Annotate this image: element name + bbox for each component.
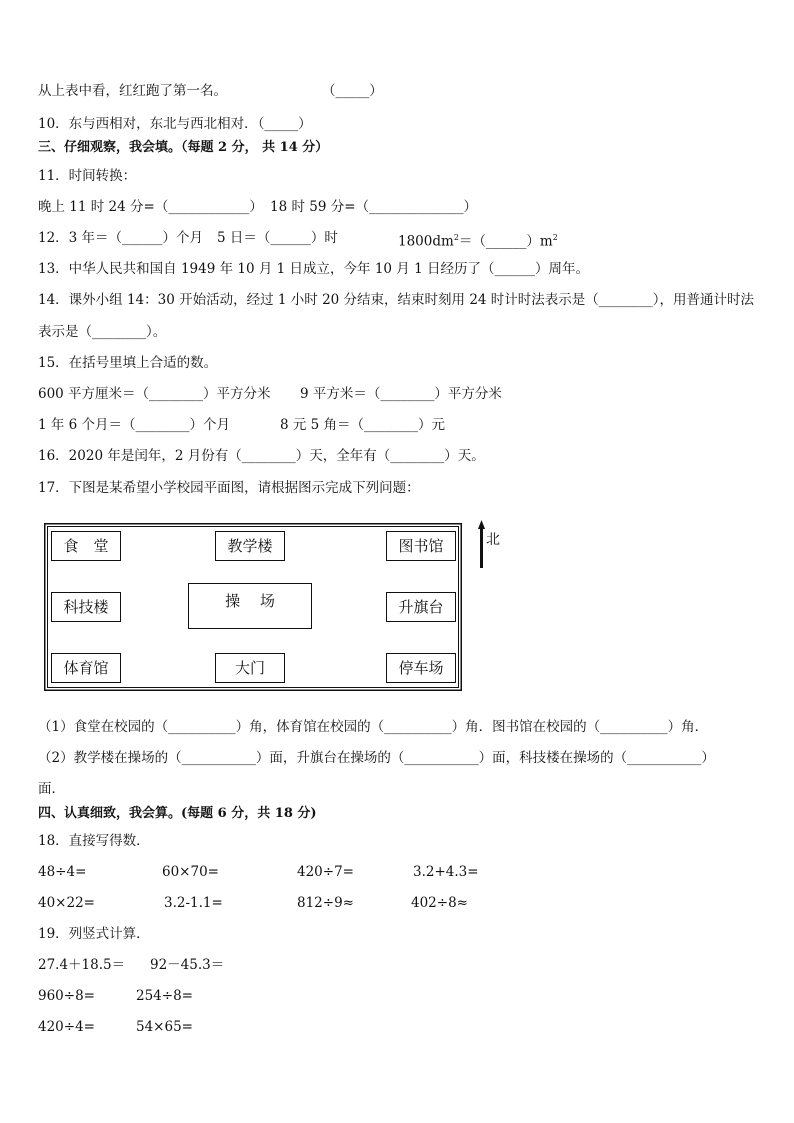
q19-r3-c2[interactable]: 54×65= [136, 1019, 193, 1035]
q9-text: 从上表中看，红红跑了第一名。 [38, 83, 227, 99]
section-4-title: 四、认真细致，我会算。(每题 6 分，共 18 分) [38, 806, 317, 821]
map-library: 图书馆 [386, 531, 456, 561]
map-tech-building: 科技楼 [51, 592, 121, 622]
q18-r2-c2[interactable]: 3.2-1.1= [164, 895, 223, 911]
q12-c-value: 1800dm [398, 233, 454, 250]
q14-line1[interactable]: 14．课外小组 14：30 开始活动，经过 1 小时 20 分结束，结束时刻用 24 时计时法表示是（________），用普通计时法 [38, 292, 755, 308]
q17-title: 17．下图是某希望小学校园平面图，请根据图示完成下列问题： [38, 480, 420, 496]
map-gym: 体育馆 [51, 653, 121, 683]
q16-text[interactable]: 16．2020 年是闰年，2 月份有（________）天，全年有（________）天。 [38, 448, 485, 464]
map-flag-platform: 升旗台 [386, 592, 456, 622]
q13-text[interactable]: 13．中华人民共和国自 1949 年 10 月 1 日成立，今年 10 月 1 日经历了（______）周年。 [38, 261, 589, 277]
q19-r1-c2[interactable]: 92－45.3＝ [150, 957, 225, 973]
q12-c-tail: ＝（______）m [458, 233, 553, 250]
q18-r2-c4[interactable]: 402÷8≈ [411, 895, 468, 911]
map-teaching-building: 教学楼 [215, 531, 285, 561]
q12-a[interactable]: 12．3 年＝（______）个月 [38, 230, 204, 246]
q18-r2-c3[interactable]: 812÷9≈ [297, 895, 354, 911]
map-playground: 操 场 [188, 583, 312, 629]
q15-c[interactable]: 1 年 6 个月＝（________）个月 [38, 417, 231, 433]
q19-r2-c1[interactable]: 960÷8= [38, 988, 95, 1004]
q17-s1[interactable]: （1）食堂在校园的（__________）角，体育馆在校园的（__________）角．图书馆在校园的（__________）角． [38, 719, 709, 735]
q15-b[interactable]: 9 平方米＝（________）平方分米 [300, 386, 502, 402]
q19-r3-c1[interactable]: 420÷4= [38, 1019, 95, 1035]
q19-title: 19．列竖式计算． [38, 926, 150, 942]
q12-c-sup: 2 [453, 233, 459, 242]
map-canteen: 食 堂 [51, 531, 121, 561]
q10-answer-blank[interactable]: （_____） [257, 116, 312, 132]
q18-r1-c3[interactable]: 420÷7= [297, 864, 354, 880]
q17-s2-line1[interactable]: （2）教学楼在操场的（___________）面，升旗台在操场的（___________）面，科技楼在操场的（___________） [38, 750, 715, 766]
q11-b[interactable]: 18 时 59 分=（______________） [270, 199, 478, 215]
q10-text [38, 114, 312, 134]
q19-r2-c2[interactable]: 254÷8= [136, 988, 193, 1004]
map-parking: 停车场 [386, 653, 456, 683]
q11-title: 11．时间转换： [38, 168, 137, 184]
q12-c-sup2: 2 [552, 233, 558, 242]
q15-d[interactable]: 8 元 5 角＝（________）元 [280, 417, 446, 433]
q17-s2-line2: 面． [38, 781, 65, 797]
map-gate: 大门 [215, 653, 285, 683]
q14-line2[interactable]: 表示是（________）。 [38, 324, 167, 340]
q18-r1-c1[interactable]: 48÷4= [38, 864, 87, 880]
q19-r1-c1[interactable]: 27.4＋18.5＝ [38, 957, 126, 973]
q18-r2-c1[interactable]: 40×22= [38, 895, 95, 911]
north-label: 北 [486, 532, 500, 548]
q15-a[interactable]: 600 平方厘米＝（________）平方分米 [38, 386, 271, 402]
q18-r1-c4[interactable]: 3.2+4.3= [413, 864, 479, 880]
q12-c[interactable] [398, 228, 558, 252]
q18-r1-c2[interactable]: 60×70= [162, 864, 219, 880]
q9-answer-blank[interactable]: （_____） [322, 83, 383, 99]
section-3-title: 三、仔细观察，我会填。（每题 2 分， 共 14 分） [38, 140, 329, 155]
q11-a[interactable]: 晚上 11 时 24 分=（____________） [38, 199, 263, 215]
q15-title: 15．在括号里填上合适的数。 [38, 355, 218, 371]
q12-b[interactable]: 5 日＝（______）时 [217, 230, 338, 246]
campus-map [47, 526, 459, 688]
q10-statement: 10．东与西相对，东北与西北相对． [38, 116, 258, 132]
q18-title: 18．直接写得数． [38, 833, 150, 849]
